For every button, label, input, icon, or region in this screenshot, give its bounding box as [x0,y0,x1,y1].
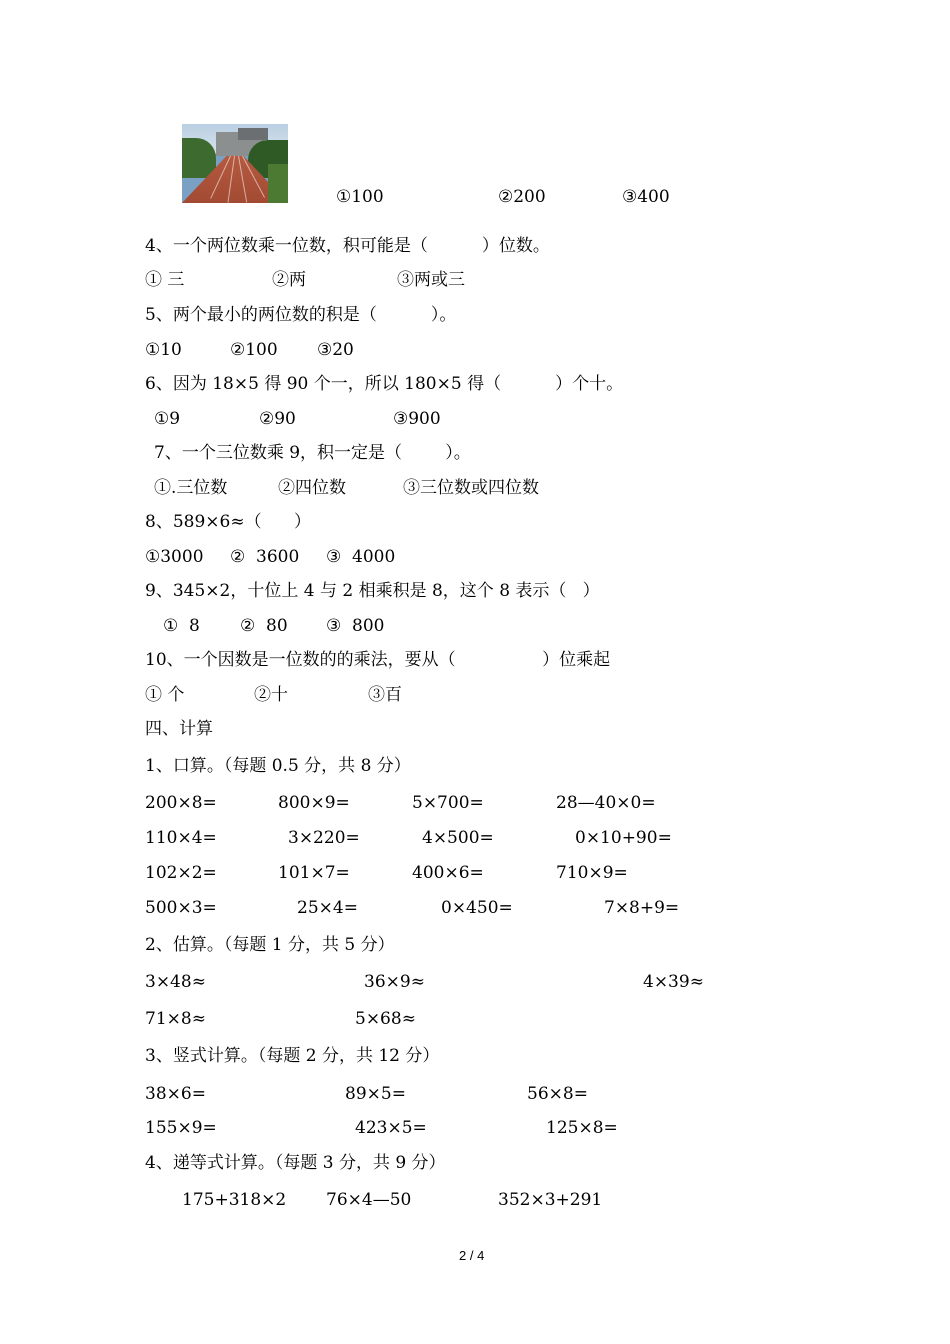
q4-option-3: ③两或三 [397,270,465,290]
q10-option-2: ②十 [254,685,288,705]
oral-calc-item: 0×450= [441,898,513,918]
q5-option-2: ②100 [230,340,278,360]
q7-option-2: ②四位数 [278,478,346,498]
vertical-calc-item: 56×8= [527,1084,588,1104]
estimate-item: 3×48≈ [145,972,206,992]
oral-calc-item: 5×700= [412,793,484,813]
q8-option-3: ③ 4000 [326,547,396,567]
q8-option-2: ② 3600 [230,547,300,567]
oral-calc-item: 710×9= [556,863,628,883]
q9-option-1: ① 8 [163,616,200,636]
estimate-item: 71×8≈ [145,1009,206,1029]
q3-option-1: ①100 [336,187,384,207]
oral-calc-item: 800×9= [278,793,350,813]
running-track-photo [182,124,288,203]
q3-option-3: ③400 [622,187,670,207]
step-calc-item: 76×4—50 [326,1190,412,1210]
oral-calc-item: 3×220= [288,828,360,848]
q5-option-3: ③20 [317,340,354,360]
estimate-item: 36×9≈ [364,972,425,992]
q7-option-1: ①.三位数 [154,478,228,498]
section-heading: 四、计算 [145,719,213,739]
q6-option-1: ①9 [154,409,181,429]
oral-calc-item: 102×2= [145,863,217,883]
q4-stem: 4、一个两位数乘一位数，积可能是（ ）位数。 [145,236,550,256]
vertical-calc-item: 155×9= [145,1118,217,1138]
q3-option-2: ②200 [498,187,546,207]
oral-calc-item: 0×10+90= [575,828,672,848]
q10-stem: 10、一个因数是一位数的的乘法，要从（ ）位乘起 [145,650,611,670]
q7-stem: 7、一个三位数乘 9，积一定是（ ）。 [154,443,471,463]
q8-stem: 8、589×6≈（ ） [145,512,311,532]
q6-option-2: ②90 [259,409,296,429]
q5-stem: 5、两个最小的两位数的积是（ ）。 [145,305,457,325]
oral-calc-item: 110×4= [145,828,217,848]
q4-option-1: ① 三 [145,270,185,290]
part1-title: 1、口算。（每题 0.5 分，共 8 分） [145,756,411,776]
part2-title: 2、估算。（每题 1 分，共 5 分） [145,935,395,955]
oral-calc-item: 28—40×0= [556,793,656,813]
vertical-calc-item: 89×5= [345,1084,406,1104]
part4-title: 4、递等式计算。（每题 3 分，共 9 分） [145,1153,446,1173]
oral-calc-item: 400×6= [412,863,484,883]
step-calc-item: 352×3+291 [498,1190,603,1210]
q7-option-3: ③三位数或四位数 [403,478,539,498]
q9-stem: 9、345×2，十位上 4 与 2 相乘积是 8，这个 8 表示（ ） [145,581,600,601]
oral-calc-item: 7×8+9= [604,898,680,918]
vertical-calc-item: 125×8= [546,1118,618,1138]
q9-option-3: ③ 800 [326,616,385,636]
oral-calc-item: 200×8= [145,793,217,813]
oral-calc-item: 101×7= [278,863,350,883]
q9-option-2: ② 80 [240,616,288,636]
q10-option-1: ① 个 [145,685,185,705]
vertical-calc-item: 423×5= [355,1118,427,1138]
oral-calc-item: 25×4= [297,898,358,918]
q10-option-3: ③百 [368,685,402,705]
part3-title: 3、竖式计算。（每题 2 分，共 12 分） [145,1046,440,1066]
estimate-item: 4×39≈ [643,972,704,992]
page-number: 2 / 4 [459,1248,485,1263]
oral-calc-item: 4×500= [422,828,494,848]
vertical-calc-item: 38×6= [145,1084,206,1104]
q8-option-1: ①3000 [145,547,204,567]
step-calc-item: 175+318×2 [182,1190,287,1210]
q6-stem: 6、因为 18×5 得 90 个一，所以 180×5 得（ ）个十。 [145,374,624,394]
q5-option-1: ①10 [145,340,182,360]
oral-calc-item: 500×3= [145,898,217,918]
estimate-item: 5×68≈ [355,1009,416,1029]
q4-option-2: ②两 [272,270,306,290]
q6-option-3: ③900 [393,409,441,429]
